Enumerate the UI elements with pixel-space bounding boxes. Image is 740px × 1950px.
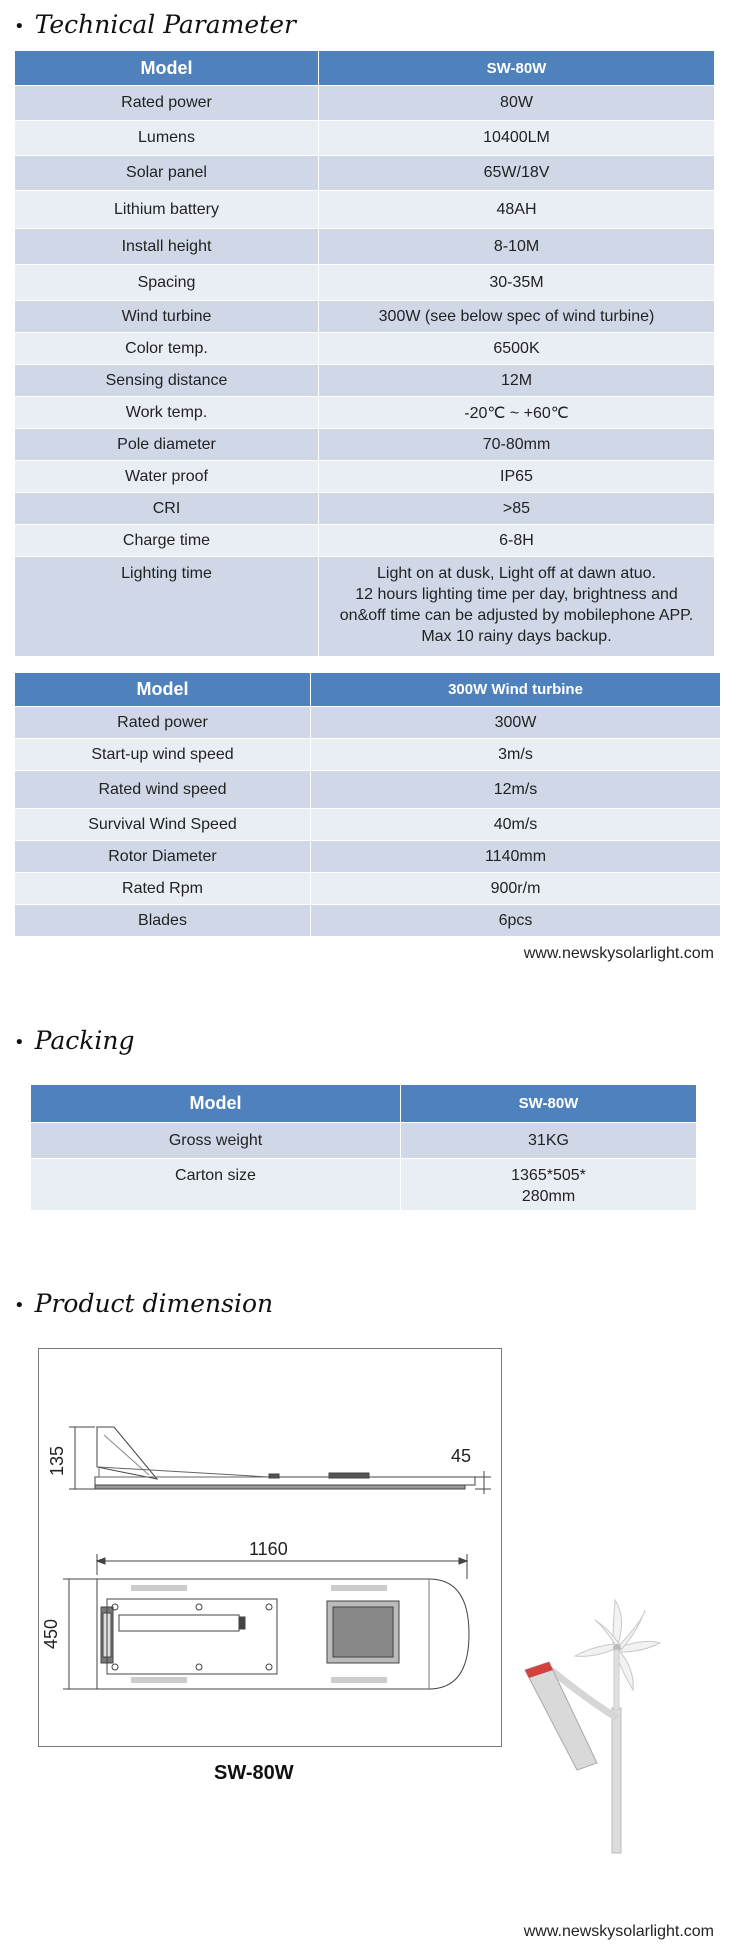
- website-link[interactable]: www.newskysolarlight.com: [523, 1923, 714, 1940]
- table-row: [31, 1123, 697, 1159]
- param-label: Gross weight: [31, 1123, 401, 1159]
- param-label: Rated power: [15, 86, 319, 121]
- param-value: 12M: [319, 365, 715, 397]
- param-label: Color temp.: [15, 333, 319, 365]
- technical-drawing: [39, 1349, 501, 1746]
- section-title-packing: • Packing: [14, 1026, 135, 1055]
- technical-parameter-table: [14, 50, 715, 657]
- param-value: 70-80mm: [319, 429, 715, 461]
- param-label: Wind turbine: [15, 301, 319, 333]
- table-row: [15, 86, 715, 121]
- param-label: Pole diameter: [15, 429, 319, 461]
- param-value: 6pcs: [311, 905, 721, 937]
- param-label: Start-up wind speed: [15, 739, 311, 771]
- param-value: 6-8H: [319, 525, 715, 557]
- param-value: [401, 1159, 697, 1211]
- table-row: [15, 461, 715, 493]
- table-row: [15, 493, 715, 525]
- param-label: Rated power: [15, 707, 311, 739]
- param-label: Sensing distance: [15, 365, 319, 397]
- lamp-body-top: [97, 1579, 469, 1689]
- param-value: 10400LM: [319, 121, 715, 156]
- param-value: 65W/18V: [319, 156, 715, 191]
- param-label: Lithium battery: [15, 191, 319, 229]
- param-label: Lighting time: [15, 557, 319, 657]
- param-value: IP65: [319, 461, 715, 493]
- table-row: [15, 265, 715, 301]
- table-row: [15, 191, 715, 229]
- wind-turbine-table: [14, 672, 721, 937]
- param-label: Water proof: [15, 461, 319, 493]
- param-label: Carton size: [31, 1159, 401, 1211]
- param-label: Charge time: [15, 525, 319, 557]
- table-row: [15, 397, 715, 429]
- table-row: [15, 429, 715, 461]
- header-cell: SW-80W: [401, 1085, 697, 1123]
- table-row: [15, 525, 715, 557]
- param-label: Rated Rpm: [15, 873, 311, 905]
- table-row: [15, 365, 715, 397]
- param-value: 30-35M: [319, 265, 715, 301]
- param-value: >85: [319, 493, 715, 525]
- param-value: 8-10M: [319, 229, 715, 265]
- header-cell: Model: [15, 51, 319, 86]
- dim-height: 135: [47, 1445, 67, 1477]
- param-label: Rotor Diameter: [15, 841, 311, 873]
- param-value: 48AH: [319, 191, 715, 229]
- param-value: 900r/m: [311, 873, 721, 905]
- solar-panel-side: [97, 1427, 157, 1479]
- param-value: 6500K: [319, 333, 715, 365]
- table-row: [15, 333, 715, 365]
- param-value: -20℃ ~ +60℃: [319, 397, 715, 429]
- pole: [612, 1708, 621, 1853]
- website-link[interactable]: www.newskysolarlight.com: [523, 945, 714, 962]
- table-row: [15, 905, 721, 937]
- param-value: 40m/s: [311, 809, 721, 841]
- param-value: 3m/s: [311, 739, 721, 771]
- table-header-row: [31, 1085, 697, 1123]
- bullet: •: [14, 1032, 25, 1053]
- param-label: Survival Wind Speed: [15, 809, 311, 841]
- dim-thickness: 45: [451, 1446, 472, 1466]
- model-caption: SW-80W: [214, 1762, 294, 1784]
- table-row: [15, 771, 721, 809]
- header-cell: 300W Wind turbine: [311, 673, 721, 707]
- param-value: [319, 557, 715, 657]
- table-row: [15, 809, 721, 841]
- table-row: [15, 156, 715, 191]
- table-row: [15, 121, 715, 156]
- table-row: [31, 1159, 697, 1211]
- table-row: [15, 557, 715, 657]
- param-value: 1140mm: [311, 841, 721, 873]
- lighting-line: 12 hours lighting time per day, brightness and: [355, 586, 678, 603]
- table-row: [15, 739, 721, 771]
- param-label: Work temp.: [15, 397, 319, 429]
- carton-line: 1365*505*: [511, 1167, 586, 1184]
- lighting-line: Light on at dusk, Light off at dawn atuo.: [376, 565, 656, 582]
- packing-table: [30, 1084, 697, 1211]
- battery-cover: [107, 1599, 277, 1674]
- table-row: [15, 841, 721, 873]
- header-cell: Model: [31, 1085, 401, 1123]
- carton-line: 280mm: [521, 1188, 576, 1205]
- header-cell: SW-80W: [319, 51, 715, 86]
- param-value: 31KG: [401, 1123, 697, 1159]
- header-cell: Model: [15, 673, 311, 707]
- param-label: Spacing: [15, 265, 319, 301]
- table-row: [15, 873, 721, 905]
- param-label: Lumens: [15, 121, 319, 156]
- section-title-dimension: • Product dimension: [14, 1289, 274, 1318]
- param-value: 300W: [311, 707, 721, 739]
- table-row: [15, 301, 715, 333]
- section-title-technical: • Technical Parameter: [14, 10, 296, 39]
- param-value: 300W (see below spec of wind turbine): [319, 301, 715, 333]
- param-label: Rated wind speed: [15, 771, 311, 809]
- table-row: [15, 707, 721, 739]
- table-header-row: [15, 51, 715, 86]
- param-label: Blades: [15, 905, 311, 937]
- param-label: Install height: [15, 229, 319, 265]
- dimension-drawing: [38, 1348, 502, 1747]
- table-row: [15, 229, 715, 265]
- param-label: Solar panel: [15, 156, 319, 191]
- product-photo: [515, 1598, 695, 1858]
- param-value: 12m/s: [311, 771, 721, 809]
- dim-width: 450: [41, 1618, 61, 1650]
- lighting-line: on&off time can be adjusted by mobilephone APP.: [339, 607, 694, 624]
- param-value: 80W: [319, 86, 715, 121]
- lighting-line: Max 10 rainy days backup.: [421, 628, 612, 645]
- table-header-row: [15, 673, 721, 707]
- bullet: •: [14, 1295, 25, 1316]
- bullet: •: [14, 16, 25, 37]
- dim-length: 1160: [249, 1539, 288, 1559]
- param-label: CRI: [15, 493, 319, 525]
